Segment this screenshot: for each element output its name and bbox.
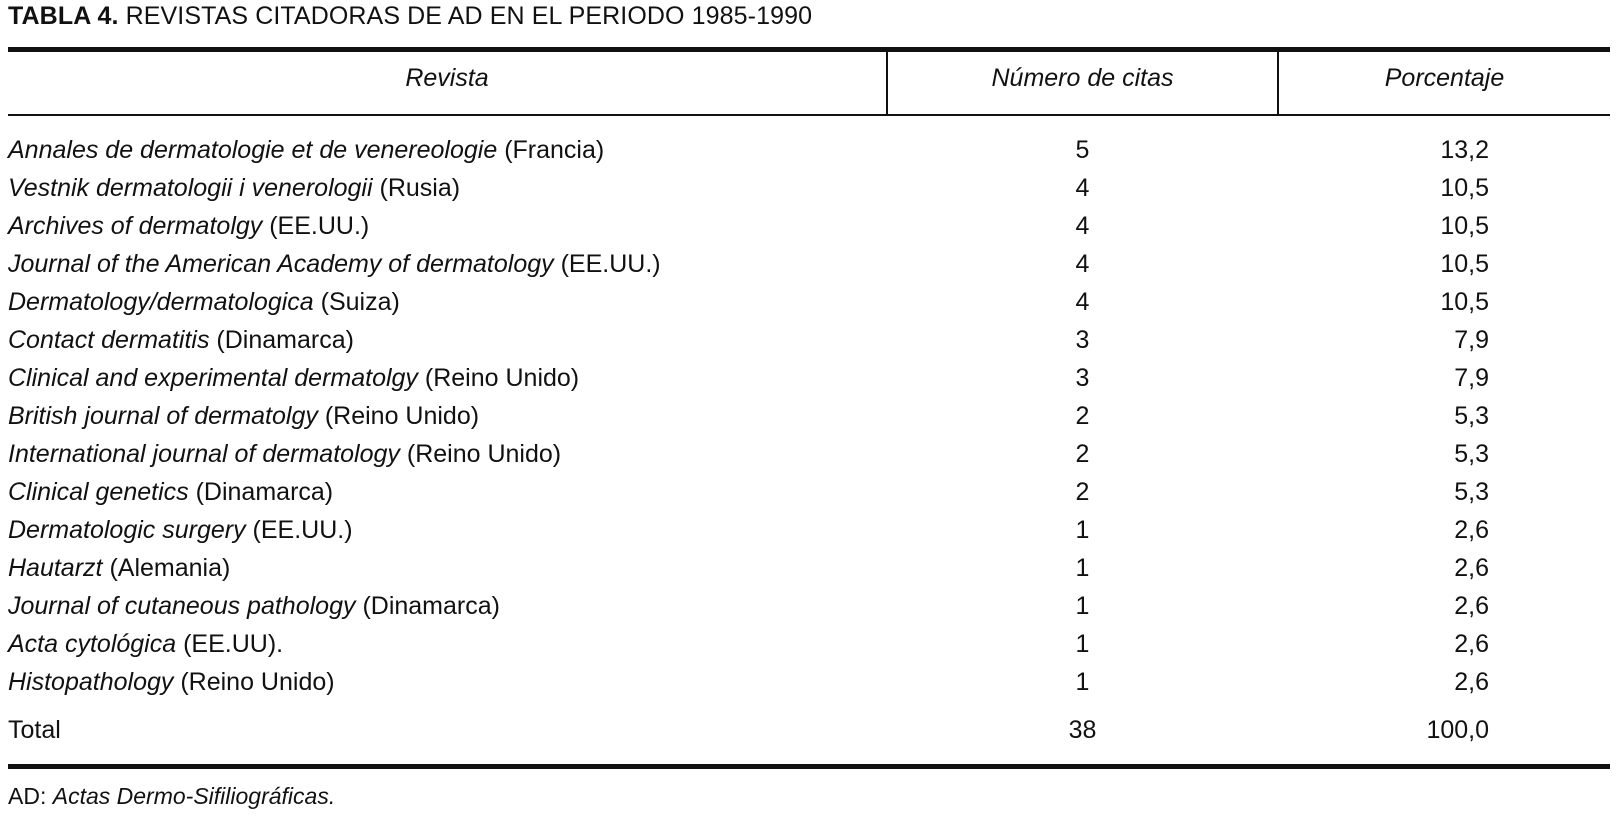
journal-title: Acta cytológica xyxy=(8,630,177,658)
journal-cell xyxy=(8,283,400,321)
citation-count: 5 xyxy=(1075,136,1090,164)
journal-title: Vestnik dermatologii i venerologii xyxy=(8,174,373,202)
table-row xyxy=(8,283,1610,321)
citation-count: 4 xyxy=(1075,288,1090,316)
journal-cell xyxy=(8,435,561,473)
journal-country: (Reino Unido) xyxy=(180,668,335,696)
journal-country: (EE.UU.) xyxy=(560,250,661,278)
journal-cell xyxy=(8,625,283,663)
header-percent: Porcentaje xyxy=(1384,64,1505,92)
citation-count: 1 xyxy=(1075,592,1090,620)
table-row xyxy=(8,587,1610,625)
citation-percent: 10,5 xyxy=(1440,174,1489,202)
citation-count: 1 xyxy=(1075,668,1090,696)
citation-percent: 10,5 xyxy=(1440,250,1489,278)
header-rule xyxy=(8,114,1610,116)
citation-count: 3 xyxy=(1075,326,1090,354)
citation-percent: 13,2 xyxy=(1440,136,1489,164)
journal-title: International journal of dermatology xyxy=(8,440,400,468)
journal-country: (EE.UU.) xyxy=(252,516,353,544)
citation-percent: 7,9 xyxy=(1454,326,1489,354)
citation-count: 4 xyxy=(1075,250,1090,278)
journal-country: (Dinamarca) xyxy=(216,326,354,354)
citation-count: 1 xyxy=(1075,630,1090,658)
journal-country: (Dinamarca) xyxy=(195,478,334,506)
journal-title: Journal of cutaneous pathology xyxy=(8,592,356,620)
table-row xyxy=(8,511,1610,549)
citation-percent: 2,6 xyxy=(1454,516,1489,544)
table-row xyxy=(8,131,1610,169)
total-percent: 100,0 xyxy=(1426,716,1489,744)
journal-cell xyxy=(8,473,333,511)
citation-count: 2 xyxy=(1075,402,1090,430)
citation-percent: 5,3 xyxy=(1454,402,1489,430)
journal-cell xyxy=(8,169,460,207)
table-row xyxy=(8,245,1610,283)
citation-percent: 2,6 xyxy=(1454,630,1489,658)
journal-title: Clinical and experimental dermatolgy xyxy=(8,364,418,392)
journal-title: Journal of the American Academy of dermatology xyxy=(8,250,554,278)
table-row xyxy=(8,169,1610,207)
citation-percent: 10,5 xyxy=(1440,212,1489,240)
journal-cell xyxy=(8,207,369,245)
total-count: 38 xyxy=(1068,716,1097,744)
journal-title: British journal of dermatolgy xyxy=(8,402,318,430)
citation-count: 3 xyxy=(1075,364,1090,392)
table-number: TABLA 4. xyxy=(8,2,119,30)
citation-count: 1 xyxy=(1075,516,1090,544)
header-count: Número de citas xyxy=(991,64,1174,92)
journal-country: (EE.UU). xyxy=(183,630,284,658)
journal-title: Contact dermatitis xyxy=(8,326,210,354)
footnote-abbr: AD: xyxy=(8,783,47,809)
journal-title: Clinical genetics xyxy=(8,478,189,506)
journal-title: Archives of dermatolgy xyxy=(8,212,263,240)
bottom-rule xyxy=(8,764,1610,769)
journal-title: Hautarzt xyxy=(8,554,103,582)
journal-country: (Reino Unido) xyxy=(406,440,562,468)
citation-percent: 10,5 xyxy=(1440,288,1489,316)
journal-title: Dermatology/dermatologica xyxy=(8,288,314,316)
journal-title: Dermatologic surgery xyxy=(8,516,246,544)
citation-count: 4 xyxy=(1075,174,1090,202)
table-row xyxy=(8,549,1610,587)
journal-country: (Reino Unido) xyxy=(324,402,480,430)
header-journal: Revista xyxy=(405,64,489,92)
table-row xyxy=(8,397,1610,435)
citation-percent: 7,9 xyxy=(1454,364,1489,392)
journal-cell xyxy=(8,131,604,169)
citation-count: 4 xyxy=(1075,212,1090,240)
footnote xyxy=(8,783,335,810)
total-label: Total xyxy=(8,716,61,744)
citation-count: 2 xyxy=(1075,440,1090,468)
table-row xyxy=(8,435,1610,473)
journal-country: (Suiza) xyxy=(320,288,400,316)
journal-country: (Dinamarca) xyxy=(362,592,500,620)
journal-title: Annales de dermatologie et de venereologie xyxy=(8,136,498,164)
citation-percent: 2,6 xyxy=(1454,668,1489,696)
journal-cell xyxy=(8,397,479,435)
table-row xyxy=(8,321,1610,359)
footnote-expansion: Actas Dermo-Sifiliográficas. xyxy=(52,783,336,809)
citation-count: 2 xyxy=(1075,478,1090,506)
journal-country: (Reino Unido) xyxy=(424,364,580,392)
journal-country: (Rusia) xyxy=(379,174,461,202)
table-body xyxy=(8,131,1610,701)
journal-cell xyxy=(8,321,354,359)
citation-percent: 5,3 xyxy=(1454,478,1489,506)
journal-cell xyxy=(8,549,230,587)
journal-country: (Alemania) xyxy=(109,554,231,582)
table-row xyxy=(8,625,1610,663)
citation-percent: 2,6 xyxy=(1454,592,1489,620)
journal-cell xyxy=(8,359,579,397)
table-row xyxy=(8,207,1610,245)
table-row xyxy=(8,359,1610,397)
journal-country: (Francia) xyxy=(504,136,605,164)
table-title: REVISTAS CITADORAS DE AD EN EL PERIODO 1985-1990 xyxy=(125,2,813,30)
table-row xyxy=(8,473,1610,511)
table-row xyxy=(8,663,1610,701)
citation-percent: 5,3 xyxy=(1454,440,1489,468)
table-caption xyxy=(8,2,812,31)
top-rule xyxy=(8,47,1610,52)
journal-country: (EE.UU.) xyxy=(269,212,370,240)
journal-cell xyxy=(8,245,661,283)
citation-count: 1 xyxy=(1075,554,1090,582)
journal-cell xyxy=(8,511,353,549)
journal-cell xyxy=(8,663,335,701)
journal-cell xyxy=(8,587,500,625)
total-row xyxy=(8,711,1610,749)
journal-title: Histopathology xyxy=(8,668,174,696)
citation-percent: 2,6 xyxy=(1454,554,1489,582)
